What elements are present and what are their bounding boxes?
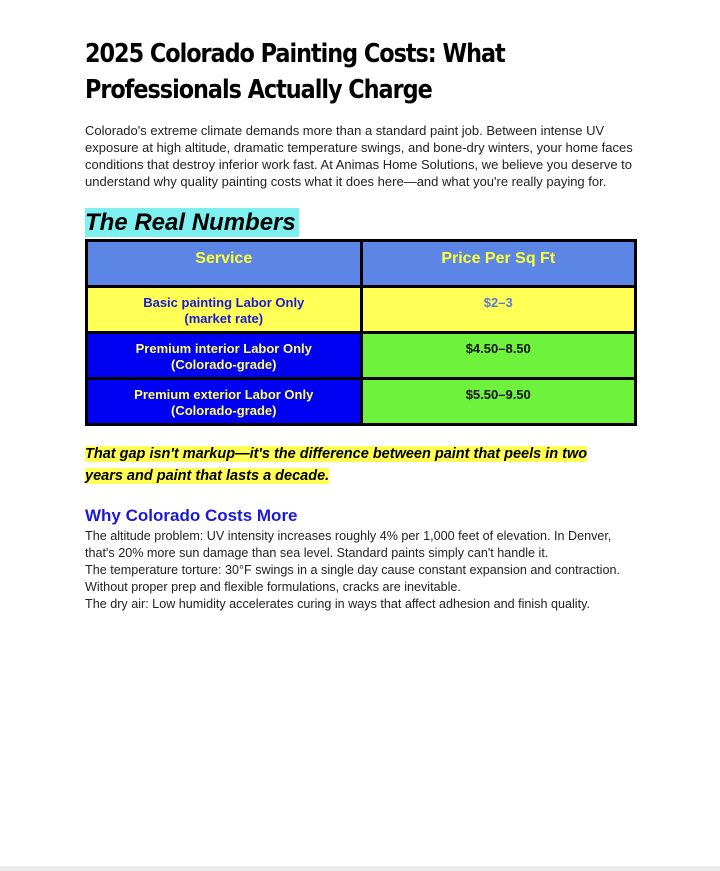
title-line-2: Professionals Actually Charge xyxy=(85,75,432,105)
why-paragraph-dry-air: The dry air: Low humidity accelerates curing in ways that affect adhesion and finish quality. xyxy=(85,597,590,611)
why-body xyxy=(85,528,637,613)
price-cell: $5.50–9.50 xyxy=(361,379,636,425)
why-paragraph-temperature: The temperature torture: 30°F swings in a single day cause constant expansion and contraction. Without proper prep and flexible formulations, cracks are inevitable. xyxy=(85,563,620,594)
service-qualifier: (Colorado-grade) xyxy=(171,403,277,418)
service-qualifier: (Colorado-grade) xyxy=(171,357,277,372)
why-heading: Why Colorado Costs More xyxy=(85,506,298,525)
table-row xyxy=(87,287,636,333)
page-title xyxy=(85,36,618,108)
column-header-price: Price Per Sq Ft xyxy=(361,241,636,287)
service-cell xyxy=(87,287,362,333)
service-cell xyxy=(87,333,362,379)
title-line-1: 2025 Colorado Painting Costs: What xyxy=(85,39,505,69)
numbers-section xyxy=(85,190,637,487)
table-header-row xyxy=(87,241,636,287)
why-paragraph-altitude: The altitude problem: UV intensity increases roughly 4% per 1,000 feet of elevation. In Denver, that's 20% more sun damage than sea level. Standard paints simply can't handle it. xyxy=(85,529,612,560)
service-name: Basic painting Labor Only xyxy=(143,295,305,310)
service-name: Premium interior Labor Only xyxy=(135,341,312,356)
why-section xyxy=(85,506,637,613)
column-header-service: Service xyxy=(87,241,362,287)
table-row xyxy=(87,379,636,425)
callout-text: That gap isn't markup—it's the difference between paint that peels in two years and paint that lasts a decade. xyxy=(85,446,588,484)
price-cell: $2–3 xyxy=(361,287,636,333)
table-row xyxy=(87,333,636,379)
callout-block xyxy=(85,443,625,487)
article xyxy=(85,36,637,613)
service-cell xyxy=(87,379,362,425)
price-table xyxy=(85,239,637,426)
service-name: Premium exterior Labor Only xyxy=(134,387,314,402)
service-qualifier: (market rate) xyxy=(184,311,264,326)
price-cell: $4.50–8.50 xyxy=(361,333,636,379)
intro-paragraph: Colorado's extreme climate demands more than a standard paint job. Between intense UV exposure at high altitude, dramatic temperature swings, and bone-dry winters, your home faces conditions that destroy inferior work fast. At Animas Home Solutions, we believe you deserve to understand why quality painting costs what it does here—and what you're really paying for. xyxy=(85,123,633,189)
page-bottom-edge xyxy=(0,866,720,871)
numbers-heading: The Real Numbers xyxy=(85,208,299,237)
